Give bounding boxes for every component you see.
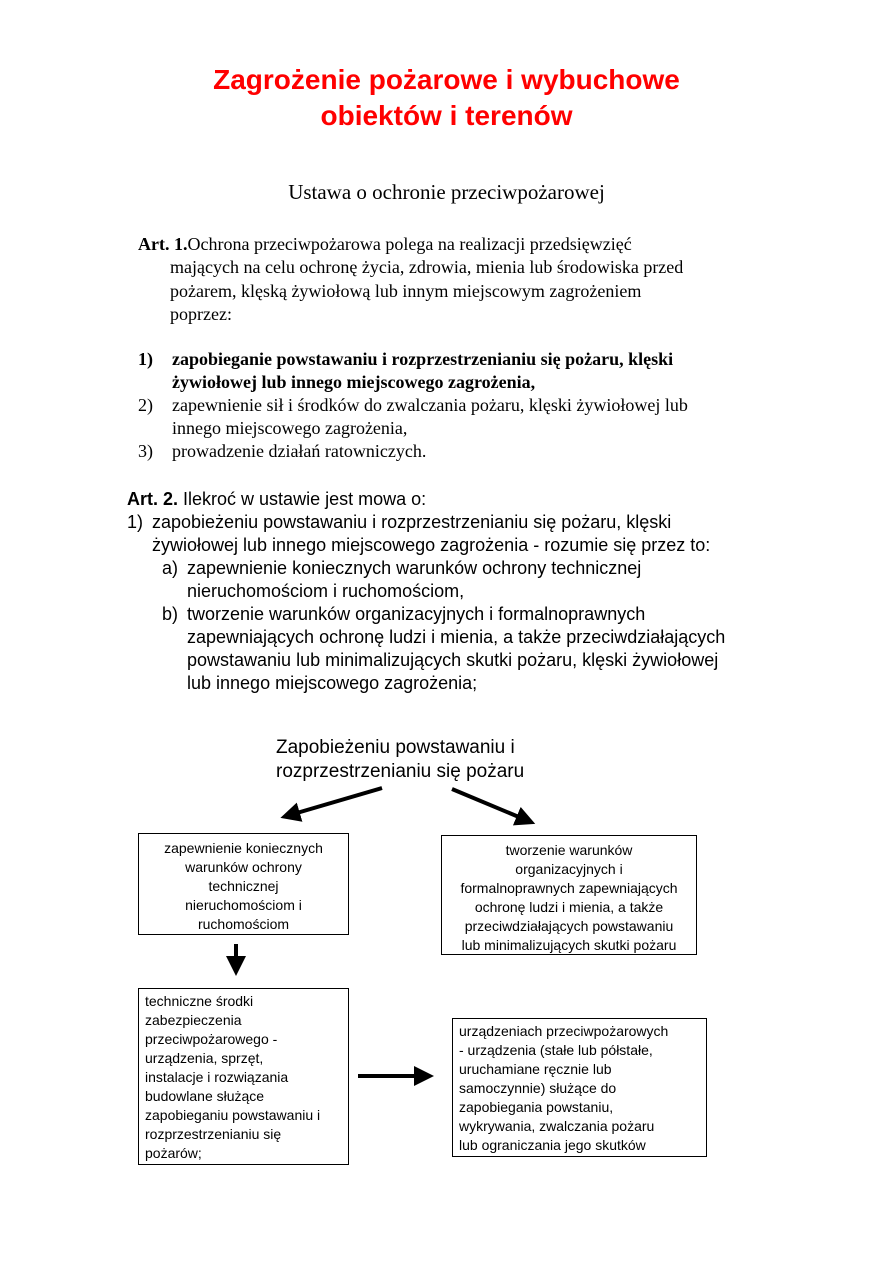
box-line: zapobiegania powstaniu, (459, 1099, 614, 1115)
box-line: przeciwpożarowego - (145, 1031, 278, 1047)
box-line: lub ograniczania jego skutków (459, 1137, 646, 1153)
title-line-1: Zagrożenie pożarowe i wybuchowe (213, 64, 680, 95)
art2-b-line3: powstawaniu lub minimalizujących skutki pożaru, klęski żywiołowej (187, 650, 719, 670)
art1-item3-line1: prowadzenie działań ratowniczych. (172, 441, 427, 461)
art1-item1-num: 1) (138, 349, 153, 369)
box-line: budowlane służące (145, 1088, 265, 1104)
arrow-right-diagonal (452, 789, 526, 820)
art2-label: Art. 2. (127, 489, 179, 509)
art2-b-line1: tworzenie warunków organizacyjnych i formalnoprawnych (187, 604, 646, 624)
art2-intro-text: Ilekroć w ustawie jest mowa o: (183, 489, 427, 509)
art2-item1-line1: zapobieżeniu powstawaniu i rozprzestrzenianiu się pożaru, klęski (152, 512, 672, 532)
box-line: tworzenie warunków (505, 842, 633, 858)
box-line: instalacje i rozwiązania (145, 1069, 289, 1085)
box-line: zabezpieczenia (145, 1012, 242, 1028)
art2-item1-num: 1) (127, 512, 144, 532)
box-line: ochronę ludzi i mienia, a także (474, 899, 664, 915)
art1-intro-line2: mających na celu ochronę życia, zdrowia, mienia lub środowiska przed (170, 257, 684, 277)
box-technical-protection (138, 833, 349, 935)
art1-intro-line4: poprzez: (170, 304, 232, 324)
art1-item1-line2: żywiołowej lub innego miejscowego zagrożenia, (172, 372, 536, 392)
box-line: technicznej (208, 878, 279, 894)
diagram-heading-line1: Zapobieżeniu powstawaniu i (276, 737, 515, 758)
box-line: organizacyjnych i (515, 861, 623, 877)
art2-a-line1: zapewnienie koniecznych warunków ochrony technicznej (187, 558, 642, 578)
box-line: wykrywania, zwalczania pożaru (459, 1118, 655, 1134)
box-organizational-conditions (441, 835, 697, 955)
art2-b-line4: lub innego miejscowego zagrożenia; (187, 673, 478, 693)
art1-intro-text: Ochrona przeciwpożarowa polega na realizacji przedsięwzięć (187, 234, 632, 254)
box-line: przeciwdziałających powstawaniu (464, 918, 674, 934)
box-line: lub minimalizujących skutki pożaru (461, 937, 677, 953)
art1-label: Art. 1. (138, 234, 188, 254)
box-technical-means (138, 988, 349, 1165)
box-line: nieruchomościom i (185, 897, 302, 913)
box-line: samoczynnie) służące do (459, 1080, 617, 1096)
art2-a-line2: nieruchomościom i ruchomościom, (187, 581, 465, 601)
art2-b-num: b) (162, 604, 179, 624)
box-fire-devices (452, 1018, 707, 1157)
box-line: zapewnienie koniecznych (164, 840, 323, 856)
subtitle: Ustawa o ochronie przeciwpożarowej (288, 180, 605, 204)
art1-item2-line1: zapewnienie sił i środków do zwalczania pożaru, klęski żywiołowej lub (172, 395, 688, 415)
art2-a-num: a) (162, 558, 179, 578)
art1-item1-line1: zapobieganie powstawaniu i rozprzestrzenianiu się pożaru, klęski (172, 349, 674, 369)
box-line: techniczne środki (145, 993, 254, 1009)
box-line: zapobieganiu powstawaniu i (145, 1107, 321, 1123)
diagram-heading-line2: rozprzestrzenianiu się pożaru (276, 761, 525, 782)
box-line: formalnoprawnych zapewniających (460, 880, 678, 896)
box-line: uruchamiane ręcznie lub (459, 1061, 612, 1077)
box-line: urządzenia, sprzęt, (145, 1050, 264, 1066)
box-line: ruchomościom (197, 916, 290, 932)
box-line: - urządzenia (stałe lub półstałe, (459, 1042, 653, 1058)
box-line: rozprzestrzenianiu się (145, 1126, 282, 1142)
art1-intro-line3: pożarem, klęską żywiołową lub innym miejscowym zagrożeniem (170, 281, 642, 301)
art1-item2-line2: innego miejscowego zagrożenia, (172, 418, 408, 438)
art1-item2-num: 2) (138, 395, 153, 415)
box-line: pożarów; (145, 1145, 202, 1161)
box-line: urządzeniach przeciwpożarowych (459, 1023, 669, 1039)
title-line-2: obiektów i terenów (320, 100, 573, 131)
arrow-left-diagonal (290, 788, 382, 815)
box-line: warunków ochrony (185, 859, 302, 875)
art2-item1-line2: żywiołowej lub innego miejscowego zagrożenia - rozumie się przez to: (152, 535, 711, 555)
art2-b-line2: zapewniających ochronę ludzi i mienia, a także przeciwdziałających (187, 627, 726, 647)
art1-item3-num: 3) (138, 441, 153, 461)
